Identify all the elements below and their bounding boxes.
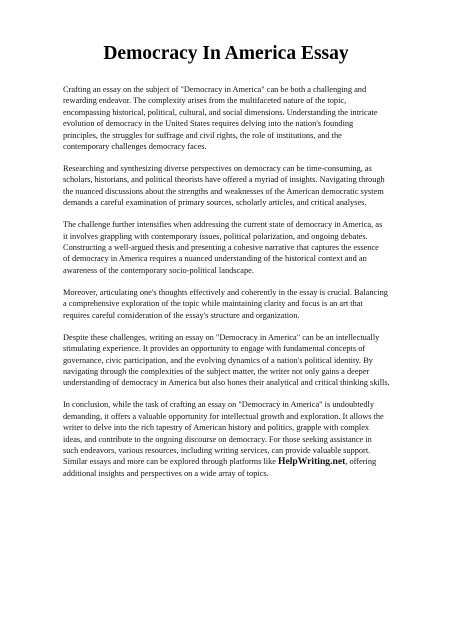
paragraph-1 [63,84,403,152]
text-line: demands a careful examination of primary sources, scholarly articles, and critical analyses. [63,198,367,208]
text-line: governance, civic participation, and the evolving dynamics of a nation's political identity. By [63,355,373,365]
text-segment: Similar essays and more can be explored through platforms like [63,457,279,467]
text-line: understanding of democracy in America but also hones their analytical and critical thinking skills. [63,378,390,388]
text-line: rewarding endeavor. The complexity arises from the multifaceted nature of the topic, [63,96,347,106]
text-line: evolution of democracy in the United States requires delving into the nation's founding [63,119,354,129]
text-line: encompassing historical, political, cultural, and social dimensions. Understanding the intricate [63,107,378,117]
helpwriting-link[interactable]: HelpWriting.net [278,456,346,468]
document-title: Democracy In America Essay [103,43,349,64]
text-line-with-link [63,456,403,467]
text-line: a comprehensive exploration of the topic while maintaining clarity and focus is an art that [63,299,363,309]
text-line: stimulating experience. It provides an opportunity to engage with fundamental concepts of [63,344,366,354]
text-line: requires careful consideration of the essay's structure and organization. [63,310,300,320]
text-line: writer to delve into the rich tapestry of American history and politics, grapple with complex [63,423,370,433]
text-line: principles, the struggles for suffrage and civil rights, the role of institutions, and the [63,130,342,140]
text-line: the nuanced discussions about the strengths and weaknesses of the American democratic system [63,186,384,196]
text-line: The challenge further intensifies when addressing the current state of democracy in America, as [63,220,383,230]
text-line: scholars, historians, and political theorists have offered a myriad of insights. Navigating through [63,175,385,185]
text-line: Despite these challenges, writing an essay on "Democracy in America" can be an intellectually [63,332,380,342]
text-line: such endeavors, various resources, including writing services, can provide valuable support. [63,445,371,455]
text-line: Researching and synthesizing diverse perspectives on democracy can be time-consuming, as [63,164,372,174]
text-line: contemporary challenges democracy faces. [63,142,207,152]
text-line: demanding, it offers a valuable opportunity for intellectual growth and exploration. It allows the [63,411,384,421]
text-line: additional insights and perspectives on a wide array of topics. [63,468,269,478]
paragraph-6 [63,399,403,479]
text-line: navigating through the complexities of the subject matter, the writer not only gains a deeper [63,366,370,376]
text-line: of democracy in America requires a nuanced understanding of the historical context and an [63,254,367,264]
text-segment: , offering [345,457,377,467]
paragraph-5 [63,332,403,389]
paragraph-2 [63,163,403,209]
text-line: Moreover, articulating one's thoughts effectively and coherently in the essay is crucial. Balancing [63,287,388,297]
paragraph-3 [63,219,403,276]
text-line: Constructing a well-argued thesis and presenting a cohesive narrative that captures the essence [63,243,379,253]
text-line: Crafting an essay on the subject of "Democracy in America" can be both a challenging and [63,85,367,94]
essay-body [63,84,403,490]
text-line: awareness of the contemporary socio-political landscape. [63,265,254,275]
text-line: it involves grappling with contemporary issues, political polarization, and ongoing debates. [63,231,368,241]
text-line: ideas, and contribute to the ongoing discourse on democracy. For those seeking assistance in [63,434,372,444]
paragraph-4 [63,287,403,321]
text-line: In conclusion, while the task of crafting an essay on "Democracy in America" is undoubtedly [63,400,375,410]
